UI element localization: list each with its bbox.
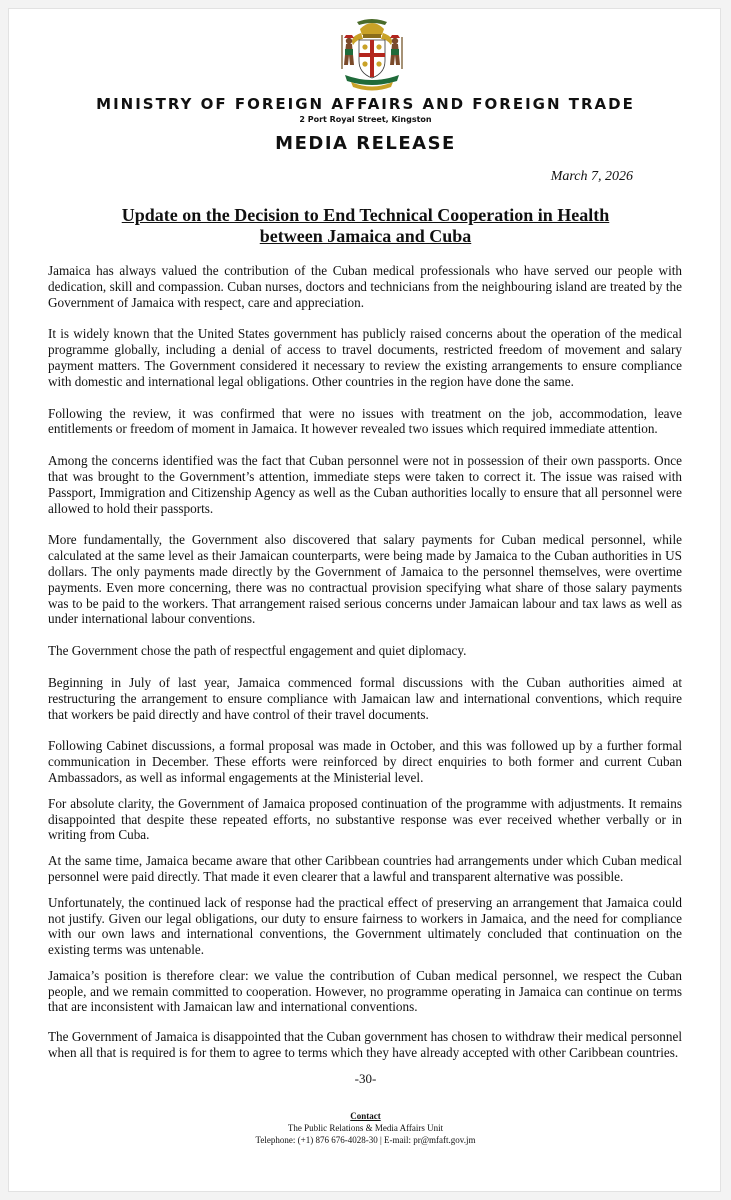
release-date: March 7, 2026 [550, 169, 633, 184]
release-type: MEDIA RELEASE [275, 133, 456, 154]
media-release-page [8, 8, 721, 1192]
paragraph: Following Cabinet discussions, a formal proposal was made in October, and this was followed up by a further formal communication in December. These efforts were reinforced by direct enquiries to both former and current Cuban Ambassadors, as well as informal engagements at the Ministerial level. [48, 738, 682, 785]
paragraph: Unfortunately, the continued lack of response had the practical effect of preserving an arrangement that Jamaica could not justify. Given our legal obligations, our duty to ensure fairness to workers in Jamaica, and the need for compliance with our own laws and international conventions, the Government ultimately concluded that continuation on the existing terms was untenable. [48, 894, 682, 958]
paragraph: Among the concerns identified was the fact that Cuban personnel were not in possession of their own passports. Once that was brought to the Government’s attention, immediate steps were taken to correct it. The issue was raised with Passport, Immigration and Citizenship Agency as well as the Cuban authorities locally to ensure that all personnel were allowed to hold their passports. [48, 453, 682, 516]
paragraph: It is widely known that the United States government has publicly raised concerns about the operation of the medical programme globally, including a denial of access to travel documents, restricted freedom of movement and salary payment matters. The Government considered it necessary to review the existing arrangements to ensure compliance with domestic and international legal obligations. Other countries in the region have done the same. [48, 326, 682, 389]
paragraph: At the same time, Jamaica became aware that other Caribbean countries had arrangements under which Cuban medical personnel were paid directly. That made it even clearer that a lawful and transparent alternative was possible. [48, 853, 682, 884]
ministry-address: 2 Port Royal Street, Kingston [299, 115, 432, 124]
release-title [9, 205, 722, 247]
release-title-line-2: between Jamaica and Cuba [259, 226, 472, 246]
paragraph: Jamaica has always valued the contribution of the Cuban medical professionals who have served our people with dedication, skill and compassion. Cuban nurses, doctors and technicians from the neighbouring island are treated by the Government of Jamaica with respect, care and appreciation. [48, 263, 682, 310]
paragraph: More fundamentally, the Government also discovered that salary payments for Cuban medical personnel, while calculated at the same level as their Jamaican counterparts, were being made by Jamaica to the Cuban authorities in US dollars. The only payments made directly by the Government of Jamaica to the personnel themselves, were overtime payments. Even more concerning, there was no contractual provision specifying what share of those salary payments was to be paid to the workers. That arrangement raised serious concerns under Jamaican labour and tax laws as well as under international labour conventions. [48, 532, 682, 627]
contact-unit: The Public Relations & Media Affairs Unit [287, 1123, 444, 1133]
end-mark: -30- [354, 1071, 377, 1086]
contact-details: Telephone: (+1) 876 676-4028-30 | E-mail: pr@mfaft.gov.jm [255, 1135, 476, 1145]
paragraph: For absolute clarity, the Government of Jamaica proposed continuation of the programme with adjustments. It remains disappointed that despite these repeated efforts, no substantive response was ever received whether verbally or in writing from Cuba. [48, 795, 682, 843]
contact-block [9, 1110, 722, 1146]
release-title-line-1: Update on the Decision to End Technical Cooperation in Health [121, 205, 610, 225]
paragraph: The Government of Jamaica is disappointed that the Cuban government has chosen to withdraw their medical personnel when all that is required is for them to agree to terms which they have already accepted with other Caribbean countries. [48, 1029, 682, 1061]
contact-heading: Contact [350, 1111, 381, 1121]
paragraph: The Government chose the path of respectful engagement and quiet diplomacy. [48, 643, 467, 659]
ministry-name: MINISTRY OF FOREIGN AFFAIRS AND FOREIGN TRADE [96, 95, 635, 113]
coat-of-arms-icon [327, 15, 417, 93]
paragraph: Jamaica’s position is therefore clear: we value the contribution of Cuban medical personnel, we respect the Cuban people, and we remain committed to cooperation. However, no programme operating in Jamaica can continue on terms that are inconsistent with Jamaican law and international conventions. [48, 967, 682, 1015]
paragraph: Beginning in July of last year, Jamaica commenced formal discussions with the Cuban authorities aimed at restructuring the arrangement to ensure compliance with Jamaican law and international conventions, which require that workers be paid directly and have control of their travel documents. [48, 674, 682, 722]
release-body [48, 263, 682, 1061]
paragraph: Following the review, it was confirmed that were no issues with treatment on the job, accommodation, leave entitlements or freedom of moment in Jamaica. It however revealed two issues which required immediate attention. [48, 405, 682, 437]
